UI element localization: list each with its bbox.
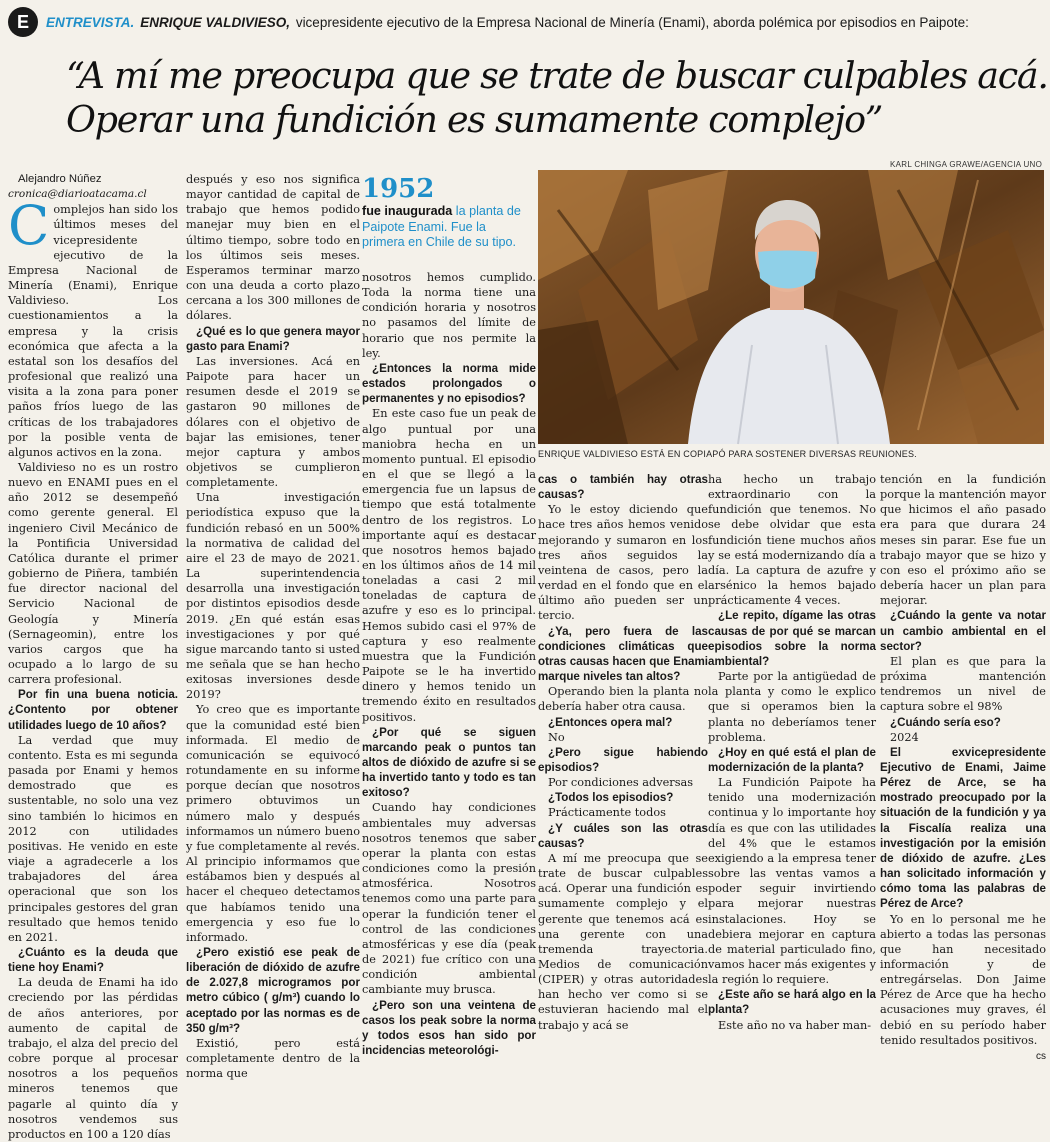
article-paragraph: ha hecho un trabajo extraordinario con la fundición que tenemos. No se debe olvidar que esta fundición tiene muchos años y se está modernizando día a día. La captura de azufre y arsénico la hemos bajado prácticamente 4 veces. bbox=[708, 473, 876, 608]
article-paragraph: No bbox=[548, 730, 565, 744]
article-paragraph: El plan es que para la próxima mantención tendremos un nivel de captura sobre el 98% bbox=[880, 654, 1046, 714]
interview-question: ¿Todos los episodios? bbox=[548, 791, 674, 805]
article-column-1 bbox=[8, 172, 178, 1141]
interview-question: ¿Pero existió ese peak de liberación de dióxido de azufre de 2.027,8 microgramos por metro cúbico ( g/m³) cuando lo aceptado por las normas es de 350 g/m³? bbox=[186, 945, 360, 1035]
article-paragraph: La verdad que muy contento. Esta es mi segunda pasada por Enami y hemos demostrado que es sustentable, no solo una vez sino también lo hicimos en 2012 con utilidades positivas. He venido en este viaje a agradecerle a los trabajadores del área operacional que son los principales gestores del gran resultado que hemos tenido en 2021. bbox=[8, 733, 178, 944]
interview-question: ¿Y cuáles son las otras causas? bbox=[538, 821, 708, 850]
interview-question: ¿Qué es lo que genera mayor gasto para Enami? bbox=[186, 324, 360, 353]
article-column-2 bbox=[186, 172, 360, 1081]
interview-question: ¿Pero sigue habiendo episodios? bbox=[538, 745, 708, 774]
interview-question: ¿Hoy en qué está el plan de modernización de la planta? bbox=[708, 745, 876, 774]
interview-question: ¿Pero son una veintena de casos los peak sobre la norma y todos esos han sido por incidencias meteorológi- bbox=[362, 998, 536, 1057]
interview-question: ¿Ya, pero fuera de las condiciones climáticas que otras causas hacen que Enami marque niveles tan altos? bbox=[538, 624, 708, 684]
column-4-paragraphs bbox=[538, 472, 708, 1033]
article-paragraph: En este caso fue un peak de algo puntual por una maniobra hecha en un momento puntual. El episodio en el que se llegó a la emergencia fue un lapsus de tiempo que está totalmente dentro de los registros. Lo importante aquí es destacar que nosotros hemos bajado en los últimos años de 14 mil toneladas a casi 2 mil toneladas de captura de azufre y eso es lo principal. Hemos subido casi el 97% de captura y eso realmente muestra que la Fundición Paipote se le ha invertido dinero y hemos tenido un tremendo éxito en resultados positivos. bbox=[362, 407, 536, 724]
article-paragraph: Operando bien la planta no debería haber otra causa. bbox=[538, 685, 708, 714]
section-header bbox=[8, 6, 1044, 38]
article-paragraph: Prácticamente todos bbox=[548, 806, 666, 820]
interview-question: ¿Entonces opera mal? bbox=[548, 715, 673, 729]
article-paragraph: tención en la fundición porque la mantención mayor que hicimos el año pasado era para que durara 24 meses sin parar. Ese fue un trabajo mayor que se hizo y con eso el próximo año se debería hacer un plan para mejorar. bbox=[880, 473, 1046, 608]
article-paragraph: Este año no va haber man- bbox=[718, 1018, 872, 1032]
column-6-paragraphs bbox=[880, 472, 1046, 1048]
article-paragraph: Yo en lo personal me he abierto a todas las personas que han necesitado información y de entregárselas. Don Jaime Pérez de Arce que ha hecho acusaciones muy graves, él debió en su período haber tenido resultados positivos. bbox=[880, 912, 1046, 1047]
article-paragraph: A mí me preocupa que se trate de buscar culpables acá. Operar una fundición es sumamente complejo y el gerente que tenemos acá es una gerente con una tremenda trayectoria. Medios de comunicación (CIPER) y otras autoridades han hecho ver como si se estuvieran haciendo mal el trabajo y acá se bbox=[538, 851, 708, 1032]
fact-box bbox=[362, 174, 532, 251]
fact-text bbox=[362, 204, 532, 251]
article-paragraph: Yo creo que es importante que la comunidad esté bien informada. El medio de comunicación se equivocó rotundamente en su informe porque decían que nosotros primero obtuvimos un número malo y después informamos un número bueno y fue completamente al revés. Al principio informamos que estábamos bien y después al hacer el chequeo detectamos que habíamos tenido una emergencia y eso fue lo informado. bbox=[186, 703, 360, 944]
article-paragraph: 2024 bbox=[890, 730, 919, 744]
fact-year: 1952 bbox=[362, 174, 435, 204]
newspaper-logo: E bbox=[8, 7, 38, 37]
article-column-5 bbox=[708, 472, 876, 1032]
article-paragraph: La Fundición Paipote ha tenido una modernización continua y lo importante hoy día es que con las utilidades del 4% que le estamos exigiendo a la empresa tener sobre las ventas vamos a poder seguir invirtiendo para mejorar nuestras instalaciones. Hoy se debiera mejorar en captura de material particulado fino, vamos hacer más exigentes y la región lo requiere. bbox=[708, 776, 876, 987]
article-paragraph: Parte por la antigüedad de la planta y como le explico que si operamos bien la planta no deberíamos tener problema. bbox=[708, 670, 876, 744]
kicker-lead: vicepresidente ejecutivo de la Empresa Nacional de Minería (Enami), aborda polémica por episodios en Paipote: bbox=[295, 14, 969, 30]
column-2-paragraphs bbox=[186, 172, 360, 1081]
column-3-paragraphs bbox=[362, 270, 536, 1058]
interview-question: ¿Cuánto es la deuda que tiene hoy Enami? bbox=[8, 945, 178, 975]
article-paragraph: Por condiciones adversas bbox=[548, 776, 694, 790]
article-column-3 bbox=[362, 270, 536, 1126]
article-paragraph: nosotros hemos cumplido. Toda la norma tiene una condición horaria y nosotros no pasamos del límite de horario que nos permite la ley. bbox=[362, 271, 536, 360]
article-paragraph: Las inversiones. Acá en Paipote para hacer un resumen desde el 2019 se gastaron 90 millones de dólares con el objetivo de bajar las emisiones, tener mejor captura y ambos objetivos se cumplieron completamente. bbox=[186, 354, 360, 490]
byline-email: cronica@diarioatacama.cl bbox=[8, 188, 147, 201]
article-paragraph: Yo le estoy diciendo que hace tres años hemos venido mejorando y sumaron en los tres años seguidos la veintena de casos, pero la verdad en el fondo que en el último año pueden ser un tercio. bbox=[538, 503, 708, 623]
drop-cap: C bbox=[8, 194, 50, 258]
article-paragraph: omplejos han sido los últimos meses del vicepresidente ejecutivo de la Empresa Nacional de Minería (Enami), Enrique Valdivieso. Los cuestionamientos a la empresa y la crisis económica que afecta a la estatal son los desafíos del profesional que realizó una visita a la zona para poner paños fríos luego de las críticas de los trabajadores por la posible venta de algunos activos en la zona. bbox=[8, 203, 178, 459]
interview-question: El exvicepresidente Ejecutivo de Enami, Jaime Pérez de Arce, se ha mostrado preocupado por la situación de la fundición y ya la Fiscalía realiza una investigación por la emisión de dióxido de azufre. ¿Les han solicitado información y cómo toma las palabras de Pérez de Arce? bbox=[880, 745, 1046, 911]
article-paragraph: Cuando hay condiciones ambientales muy adversas nosotros tenemos que saber operar la planta con estas condiciones como la presión atmosférica. Nosotros tenemos como una parte para operar la fundición tener el control de las condiciones atmosféricas y ese día (peak de 2021) fue crítico con una condición ambiental cambiante muy brusca. bbox=[362, 801, 536, 997]
headline-line-2: Operar una fundición es sumamente complejo” bbox=[66, 98, 883, 141]
end-mark: cs bbox=[1036, 1050, 1046, 1062]
photo-illustration bbox=[538, 170, 1044, 444]
photo-caption: ENRIQUE VALDIVIESO ESTÁ EN COPIAPÓ PARA SOSTENER DIVERSAS REUNIONES. bbox=[538, 449, 917, 459]
interview-question: ¿Cuándo la gente va notar un cambio ambiental en el sector? bbox=[880, 609, 1046, 653]
interview-question: ¿Por qué se siguen marcando peak o puntos tan altos de dióxido de azufre si se ha invertido tanto y todo es tan exitoso? bbox=[362, 725, 536, 800]
interview-question: Por fin una buena noticia. ¿Contento por obtener utilidades luego de 10 años? bbox=[8, 688, 178, 732]
article-column-4 bbox=[538, 472, 708, 1032]
article-paragraph: Existió, pero está completamente dentro de la norma que bbox=[186, 1036, 360, 1081]
kicker-line bbox=[46, 15, 969, 30]
headline bbox=[66, 54, 1048, 142]
article-column-6 bbox=[880, 472, 1046, 1062]
interview-question: ¿Este año se hará algo en la planta? bbox=[708, 988, 876, 1017]
article-paragraph: Valdivieso no es un rostro nuevo en ENAMI pues en el año 2012 se desempeñó como gerente general. El ingeniero Civil Mecánico de la Pontificia Universidad Católica durante el primer gobierno de Piñera, también fue director nacional del Servicio Nacional de Geología y Minería (Sernageomin), entre los varios cargos que ha ocupado a lo largo de su carrera profesional. bbox=[8, 460, 178, 687]
interview-photo bbox=[538, 170, 1044, 444]
interview-question: ¿Entonces la norma mide estados prolongados o permanentes y no episodios? bbox=[362, 361, 536, 406]
article-paragraph: después y eso nos significa mayor cantidad de capital de trabajo que hemos podido manejar muy bien en el último tiempo, sobre todo en los últimos seis meses. Esperamos terminar marzo con una deuda a corto plazo cercana a los 300 millones de dólares. bbox=[186, 173, 360, 323]
article-paragraph: La deuda de Enami ha ido creciendo por las pérdidas de años anteriores, por aumento de capital de trabajo, el alza del precio del cobre porque al procesar nosotros a los pequeños mineros tenemos que pagarle al quinto día y nosotros vendemos sus productos en 100 a 120 días bbox=[8, 976, 178, 1141]
headline-line-1: “A mí me preocupa que se trate de buscar culpables acá. bbox=[66, 54, 1048, 97]
section-label: ENTREVISTA. bbox=[46, 14, 135, 30]
column-5-paragraphs bbox=[708, 472, 876, 1033]
interview-question: ¿Cuándo sería eso? bbox=[890, 715, 1001, 729]
interviewee-name: ENRIQUE VALDIVIESO, bbox=[140, 14, 291, 30]
interview-question: ¿Le repito, dígame las otras causas de por qué se marcan episodios sobre la norma ambiental? bbox=[708, 609, 876, 668]
photo-credit: KARL CHINGA GRAWE/AGENCIA UNO bbox=[890, 160, 1043, 169]
byline-author: Alejandro Núñez bbox=[18, 173, 102, 185]
fact-bold: fue inaugurada bbox=[362, 204, 453, 218]
interview-question: cas o también hay otras causas? bbox=[538, 473, 708, 502]
fact-rest: la planta de Paipote Enami. Fue la primera en Chile de su tipo. bbox=[362, 204, 521, 249]
article-paragraph: Una investigación periodística expuso que la fundición rebasó en un 500% la normativa de calidad del aire el 23 de mayo de 2021. La superintendencia desarrolla una investigación por distintos episodios desde 2019. ¿En qué están esas investigaciones y por qué sigue marcando tanto si usted me señala que se han hecho exitosas inversiones desde 2019? bbox=[186, 491, 360, 702]
